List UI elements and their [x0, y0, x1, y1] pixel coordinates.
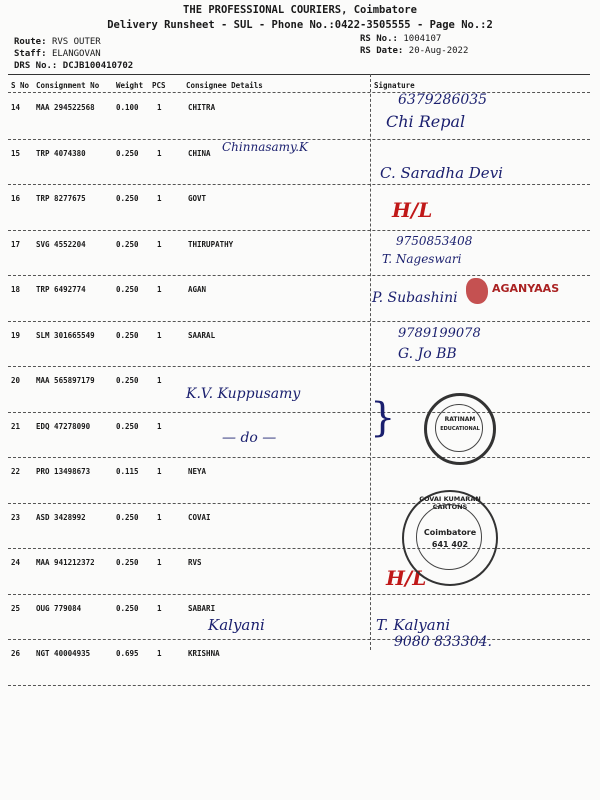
row-consignment-no: OUG 779084	[36, 603, 82, 613]
row-sno: 15	[11, 148, 21, 158]
row-consignee: COVAI	[188, 512, 211, 522]
handwritten-consignee: Kalyani	[208, 616, 265, 634]
row-sno: 21	[11, 421, 21, 431]
drs-field: DRS No.: DCJB100410702	[14, 61, 134, 71]
row-divider	[8, 594, 590, 595]
row-divider	[8, 366, 590, 367]
row-consignee: RVS	[188, 558, 202, 567]
handwritten-phone: 6379286035	[398, 92, 488, 108]
covai-kumaran-stamp: COVAI KUMARAN CARTONS Coimbatore 641 402	[402, 490, 498, 586]
row-weight: 0.250	[116, 376, 139, 385]
row-divider	[8, 184, 590, 185]
col-signature: Signature	[374, 81, 415, 90]
table-row	[0, 461, 600, 501]
round-seal-stamp: RATINAM EDUCATIONAL	[424, 393, 496, 465]
handwritten-hl-mark: H/L	[386, 566, 427, 590]
row-consignment-no: TRP 6492774	[36, 285, 86, 294]
aganyaas-stamp: AGANYAAS	[466, 278, 562, 304]
handwritten-consignee: Chinnasamy.K	[222, 140, 309, 154]
table-row	[0, 325, 600, 365]
row-consignee: SAARAL	[188, 330, 216, 340]
handwritten-phone: 9750853408	[396, 234, 473, 248]
row-divider	[8, 685, 590, 686]
row-sno: 18	[11, 285, 21, 294]
table-row	[0, 598, 600, 638]
row-consignment-no: MAA 565897179	[36, 376, 95, 385]
brace-mark: }	[370, 395, 396, 441]
row-sno: 17	[11, 239, 21, 249]
row-pcs: 1	[157, 603, 162, 613]
row-consignment-no: PRO 13498673	[36, 467, 91, 476]
row-weight: 0.250	[116, 330, 139, 340]
row-divider	[8, 230, 590, 231]
row-pcs: 1	[157, 558, 162, 567]
row-sno: 25	[11, 603, 21, 613]
col-consignee: Consignee Details	[186, 81, 263, 90]
row-consignee: NEYA	[188, 467, 207, 476]
row-sno: 23	[11, 512, 21, 522]
row-pcs: 1	[157, 285, 162, 294]
row-consignment-no: TRP 4074380	[36, 148, 86, 158]
table-row	[0, 188, 600, 228]
table-row	[0, 507, 600, 547]
row-consignee: AGAN	[188, 285, 207, 294]
handwritten-signature: C. Saradha Devi	[380, 164, 503, 182]
row-consignment-no: MAA 941212372	[36, 558, 95, 567]
row-pcs: 1	[157, 649, 162, 658]
row-weight: 0.250	[116, 512, 139, 522]
row-consignment-no: TRP 8277675	[36, 194, 86, 203]
col-consignment: Consignment No	[36, 81, 100, 90]
row-consignment-no: SLM 301665549	[36, 330, 95, 340]
row-pcs: 1	[157, 467, 162, 476]
row-weight: 0.250	[116, 558, 139, 567]
row-sno: 16	[11, 194, 21, 203]
row-pcs: 1	[157, 512, 162, 522]
row-sno: 24	[11, 558, 21, 567]
row-weight: 0.250	[116, 148, 139, 158]
handwritten-consignee: K.V. Kuppusamy	[186, 386, 301, 402]
row-sno: 14	[11, 103, 21, 112]
rs-date-field: RS Date: 20-Aug-2022	[360, 46, 469, 56]
row-pcs: 1	[157, 194, 162, 203]
row-divider	[8, 321, 590, 322]
row-divider	[8, 548, 590, 549]
row-weight: 0.250	[116, 421, 139, 431]
row-sno: 26	[11, 649, 21, 658]
handwritten-signature: T. Kalyani	[376, 616, 451, 634]
staff-field: Staff: ELANGOVAN	[14, 49, 101, 59]
table-top-rule	[8, 74, 590, 75]
row-sno: 22	[11, 467, 21, 476]
row-weight: 0.250	[116, 194, 139, 203]
row-consignment-no: SVG 4552204	[36, 239, 86, 249]
row-pcs: 1	[157, 103, 162, 112]
col-pcs: PCS	[152, 81, 166, 90]
row-consignment-no: NGT 40004935	[36, 649, 91, 658]
handwritten-phone: 9789199078	[398, 326, 481, 341]
row-sno: 20	[11, 376, 21, 385]
row-pcs: 1	[157, 148, 162, 158]
row-divider	[8, 412, 590, 413]
route-field: Route: RVS OUTER	[14, 37, 101, 47]
col-weight: Weight	[116, 81, 144, 90]
handwritten-phone: 9080 833304.	[394, 634, 492, 650]
row-divider	[8, 503, 590, 504]
row-pcs: 1	[157, 330, 162, 340]
handwritten-hl-mark: H/L	[392, 198, 433, 222]
table-row	[0, 97, 600, 137]
row-weight: 0.250	[116, 285, 139, 294]
row-divider	[8, 275, 590, 276]
row-consignment-no: ASD 3428992	[36, 512, 86, 522]
row-consignee: GOVT	[188, 194, 207, 203]
aganyaas-logo-icon	[466, 278, 488, 304]
handwritten-signature: T. Nageswari	[382, 252, 462, 266]
row-divider	[8, 639, 590, 640]
row-consignee: KRISHNA	[188, 649, 220, 658]
row-pcs: 1	[157, 239, 162, 249]
handwritten-signature: Chi Repal	[386, 112, 466, 131]
row-consignment-no: MAA 294522568	[36, 103, 95, 112]
row-consignee: CHINA	[188, 148, 211, 158]
rs-no-field: RS No.: 1004107	[360, 34, 442, 44]
row-weight: 0.115	[116, 467, 139, 476]
handwritten-signature: G. Jo BB	[398, 346, 457, 362]
row-weight: 0.695	[116, 649, 139, 658]
row-consignment-no: EDQ 47278090	[36, 421, 91, 431]
row-pcs: 1	[157, 421, 162, 431]
row-pcs: 1	[157, 376, 162, 385]
header-bottom-rule	[8, 92, 590, 93]
table-row	[0, 234, 600, 274]
handwritten-signature: P. Subashini	[372, 290, 458, 306]
row-weight: 0.250	[116, 603, 139, 613]
handwritten-consignee: — do —	[222, 430, 277, 446]
company-title: THE PROFESSIONAL COURIERS, Coimbatore	[183, 4, 417, 16]
row-consignee: SABARI	[188, 603, 216, 613]
row-sno: 19	[11, 330, 21, 340]
row-consignee: CHITRA	[188, 103, 216, 112]
row-weight: 0.100	[116, 103, 139, 112]
row-divider	[8, 457, 590, 458]
table-row	[0, 552, 600, 592]
table-row	[0, 416, 600, 456]
col-sno: S No	[11, 81, 30, 90]
row-consignee: THIRUPATHY	[188, 239, 234, 249]
table-row	[0, 643, 600, 683]
runsheet-subtitle: Delivery Runsheet - SUL - Phone No.:0422-3505555 - Page No.:2	[107, 19, 493, 31]
row-weight: 0.250	[116, 239, 139, 249]
